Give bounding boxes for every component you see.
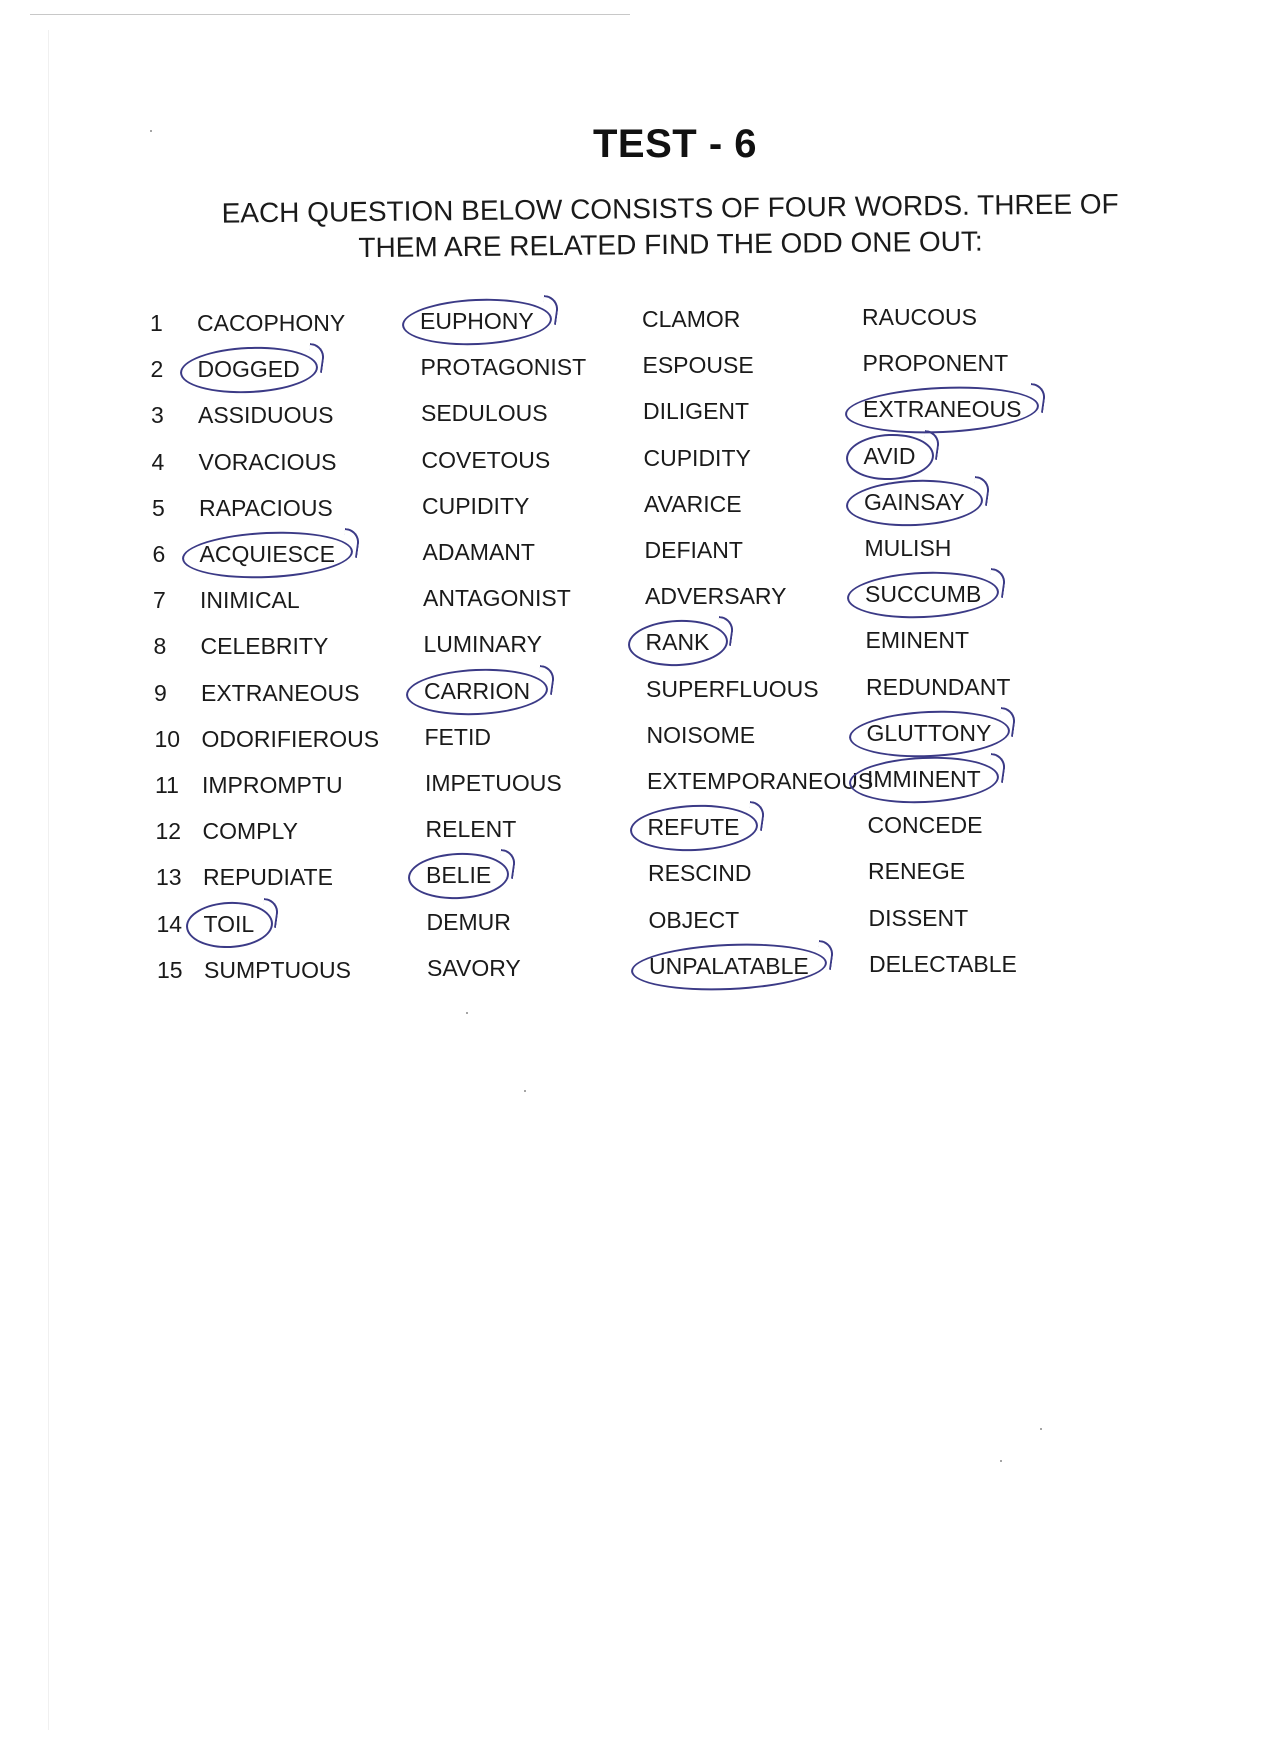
- question-number: 12: [155, 818, 182, 845]
- answer-option: PROTAGONIST: [420, 354, 587, 381]
- answer-option: VORACIOUS: [198, 448, 337, 475]
- answer-option: EXTEMPORANEOUS: [647, 768, 874, 794]
- question-number: 6: [152, 541, 166, 567]
- circled-answer: EUPHONY: [402, 306, 552, 336]
- answer-option: CLAMOR: [642, 306, 741, 332]
- answer-option: REPUDIATE: [203, 864, 333, 891]
- answer-option: IMPROMPTU: [202, 772, 343, 798]
- answer-option: AVARICE: [644, 490, 742, 517]
- circled-answer: SUCCUMB: [847, 579, 999, 609]
- answer-option: ESPOUSE: [642, 352, 754, 379]
- question-number: 2: [150, 356, 164, 383]
- answer-option: DEFIANT: [644, 537, 743, 563]
- answer-option: DISSENT: [868, 904, 969, 931]
- question-row: [0, 950, 1275, 985]
- answer-option: ANTAGONIST: [423, 585, 571, 612]
- circled-answer: REFUTE: [630, 812, 758, 842]
- paper-speck: [1000, 1460, 1002, 1462]
- circled-answer: DOGGED: [180, 354, 318, 384]
- circled-answer: UNPALATABLE: [631, 951, 827, 981]
- answer-option: RELENT: [425, 816, 517, 843]
- answer-option: EMINENT: [865, 627, 969, 654]
- question-row: [0, 581, 1275, 615]
- question-row: [0, 673, 1275, 708]
- answer-option: INIMICAL: [200, 587, 300, 614]
- question-row: [0, 858, 1275, 892]
- question-number: 1: [150, 310, 163, 336]
- question-number: 8: [153, 633, 167, 660]
- question-number: 15: [157, 956, 183, 983]
- answer-option: CONCEDE: [867, 812, 983, 839]
- answer-option: RESCIND: [648, 860, 752, 887]
- circled-answer: GLUTTONY: [849, 718, 1010, 748]
- circled-answer: RANK: [628, 627, 728, 657]
- question-row: [0, 535, 1275, 569]
- answer-option: ODORIFIEROUS: [201, 725, 380, 752]
- instructions-line-1: EACH QUESTION BELOW CONSISTS OF FOUR WORDS. THREE OF: [221, 188, 1119, 229]
- circled-answer: ACQUIESCE: [182, 539, 353, 569]
- question-row: [0, 396, 1275, 430]
- instructions-line-2: THEM ARE RELATED FIND THE ODD ONE OUT:: [358, 225, 983, 264]
- question-row: [0, 627, 1275, 661]
- answer-option: SEDULOUS: [421, 400, 548, 427]
- question-row: [0, 904, 1275, 939]
- question-number: 5: [152, 494, 165, 521]
- circled-answer: EXTRANEOUS: [845, 394, 1039, 424]
- circled-answer: IMMINENT: [849, 764, 999, 794]
- question-row: [0, 350, 1275, 384]
- answer-option: RENEGE: [868, 858, 966, 885]
- answer-option: IMPETUOUS: [425, 770, 562, 796]
- question-row: [0, 812, 1275, 846]
- circled-answer: CARRION: [406, 676, 548, 706]
- answer-option: ADVERSARY: [645, 583, 787, 610]
- answer-option: REDUNDANT: [866, 673, 1011, 700]
- question-number: 10: [154, 725, 181, 752]
- answer-option: RAUCOUS: [862, 304, 978, 330]
- circled-answer: GAINSAY: [846, 487, 983, 517]
- answer-option: ADAMANT: [422, 539, 535, 565]
- question-number: 7: [153, 587, 166, 614]
- question-number: 14: [156, 910, 183, 937]
- answer-option: SUMPTUOUS: [204, 956, 351, 983]
- question-number: 9: [154, 679, 167, 706]
- question-row: [0, 719, 1275, 754]
- circled-answer: AVID: [846, 441, 934, 471]
- answer-option: DILIGENT: [643, 398, 750, 425]
- answer-option: SAVORY: [427, 954, 521, 981]
- question-number: 4: [151, 448, 165, 475]
- answer-option: CUPIDITY: [422, 492, 530, 519]
- answer-option: ASSIDUOUS: [198, 402, 334, 429]
- question-row: [0, 766, 1275, 800]
- paper-speck: [524, 1090, 526, 1092]
- answer-option: EXTRANEOUS: [201, 679, 360, 706]
- question-number: 11: [155, 772, 179, 798]
- answer-option: CELEBRITY: [200, 633, 329, 660]
- circled-answer: TOIL: [186, 909, 273, 939]
- answer-option: PROPONENT: [862, 350, 1009, 377]
- answer-option: CACOPHONY: [197, 310, 346, 336]
- answer-option: FETID: [424, 723, 491, 750]
- answer-option: NOISOME: [646, 721, 756, 748]
- answer-option: DEMUR: [426, 908, 511, 935]
- answer-option: SUPERFLUOUS: [646, 675, 819, 702]
- paper-speck: [1040, 1428, 1042, 1430]
- page-title: TEST - 6: [592, 122, 758, 166]
- question-number: 13: [156, 864, 182, 891]
- paper-speck: [150, 130, 152, 132]
- question-row: [0, 304, 1275, 338]
- answer-option: RAPACIOUS: [199, 494, 333, 521]
- answer-option: CUPIDITY: [643, 444, 751, 471]
- question-row: [0, 488, 1275, 523]
- answer-option: COVETOUS: [421, 446, 551, 473]
- answer-option: OBJECT: [648, 906, 740, 933]
- answer-option: LUMINARY: [423, 631, 542, 658]
- circled-answer: BELIE: [408, 860, 509, 890]
- paper-speck: [466, 1012, 468, 1014]
- question-number: 3: [151, 402, 164, 429]
- answer-option: DELECTABLE: [869, 950, 1017, 977]
- answer-option: MULISH: [864, 535, 952, 561]
- answer-option: COMPLY: [202, 818, 298, 845]
- question-row: [0, 442, 1275, 477]
